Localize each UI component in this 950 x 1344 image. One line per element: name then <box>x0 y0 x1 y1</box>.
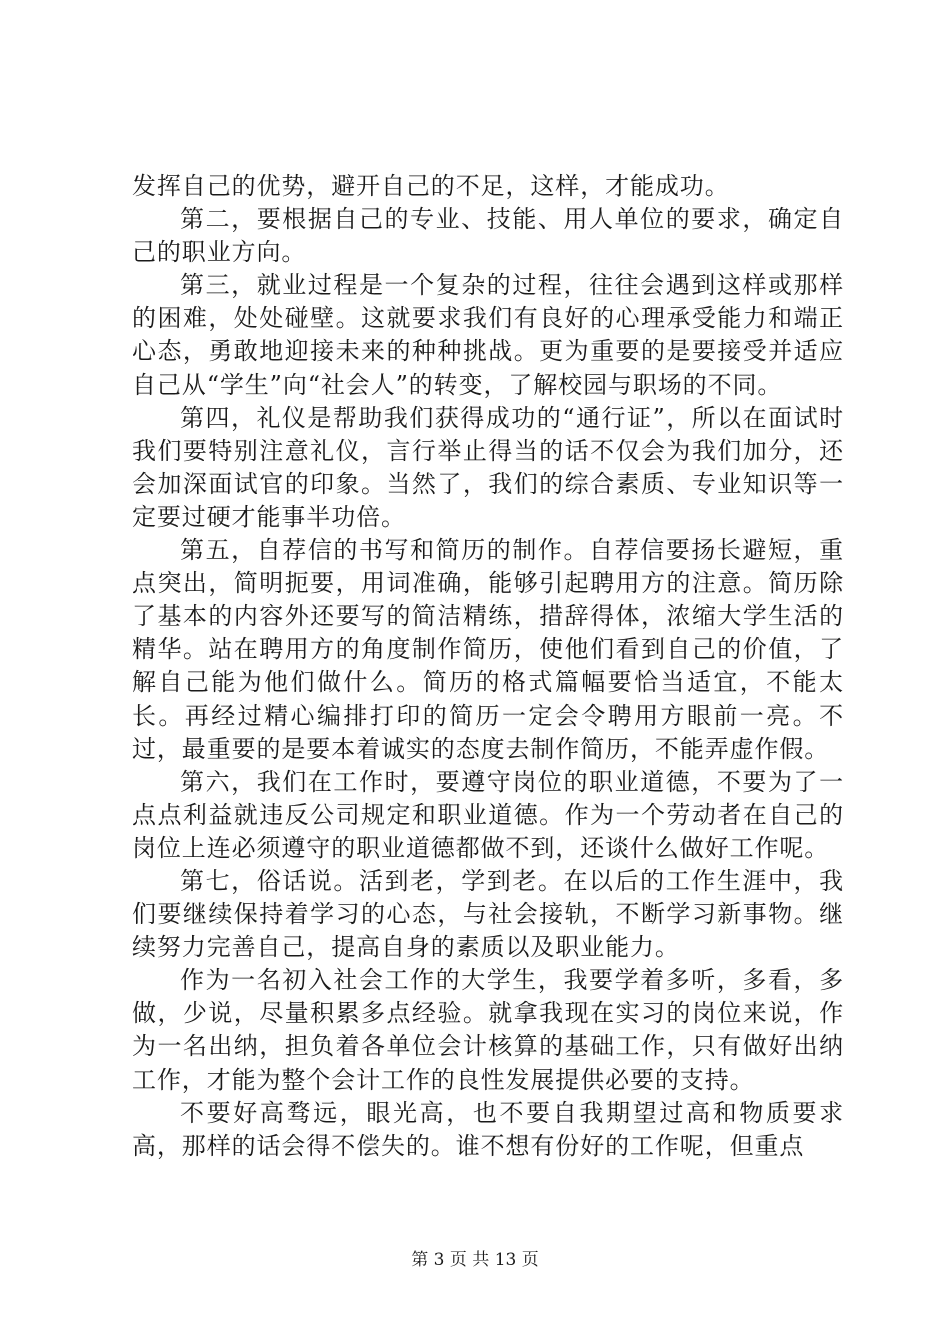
paragraph-not-overambitious: 不要好高骛远，眼光高，也不要自我期望过高和物质要求高，那样的话会得不偿失的。谁不想有份好的工作呢，但重点 <box>132 1098 844 1160</box>
paragraph-second-point: 第二，要根据自己的专业、技能、用人单位的要求，确定自己的职业方向。 <box>132 205 844 267</box>
paragraph-seventh-point: 第七，俗话说。活到老，学到老。在以后的工作生涯中，我们要继续保持着学习的心态，与社会接轨，不断学习新事物。继续努力完善自己，提高自身的素质以及职业能力。 <box>132 866 844 962</box>
page-number-footer: 第 3 页 共 13 页 <box>411 1250 539 1270</box>
paragraph-fourth-point: 第四，礼仪是帮助我们获得成功的“通行证”，所以在面试时我们要特别注意礼仪，言行举止得当的话不仅会为我们加分，还会加深面试官的印象。当然了，我们的综合素质、专业知识等一定要过硬才能事半功倍。 <box>132 403 844 531</box>
document-body <box>132 170 844 1163</box>
paragraph-fifth-point: 第五，自荐信的书写和简历的制作。自荐信要扬长避短，重点突出，简明扼要，用词准确，能够引起聘用方的注意。简历除了基本的内容外还要写的简洁精练，措辞得体，浓缩大学生活的精华。站在聘用方的角度制作简历，使他们看到自己的价值，了解自己能为他们做什么。简历的格式篇幅要恰当适宜，不能太长。再经过精心编排打印的简历一定会令聘用方眼前一亮。不过，最重要的是要本着诚实的态度去制作简历，不能弄虚作假。 <box>132 536 844 763</box>
paragraph-sixth-point: 第六，我们在工作时，要遵守岗位的职业道德，不要为了一点点利益就违反公司规定和职业道德。作为一个劳动者在自己的岗位上连必须遵守的职业道德都做不到，还谈什么做好工作呢。 <box>132 767 844 862</box>
paragraph-third-point: 第三，就业过程是一个复杂的过程，往往会遇到这样或那样的困难，处处碰壁。这就要求我们有良好的心理承受能力和端正心态，勇敢地迎接未来的种种挑战。更为重要的是要接受并适应自己从“学生”向“社会人”的转变，了解校园与职场的不同。 <box>132 271 844 399</box>
paragraph-continued: 发挥自己的优势，避开自己的不足，这样，才能成功。 <box>132 172 730 200</box>
paragraph-new-graduate: 作为一名初入社会工作的大学生，我要学着多听，多看，多做，少说，尽量积累多点经验。就拿我现在实习的岗位来说，作为一名出纳，担负着各单位会计核算的基础工作，只有做好出纳工作，才能为整个会计工作的良性发展提供必要的支持。 <box>132 966 844 1094</box>
